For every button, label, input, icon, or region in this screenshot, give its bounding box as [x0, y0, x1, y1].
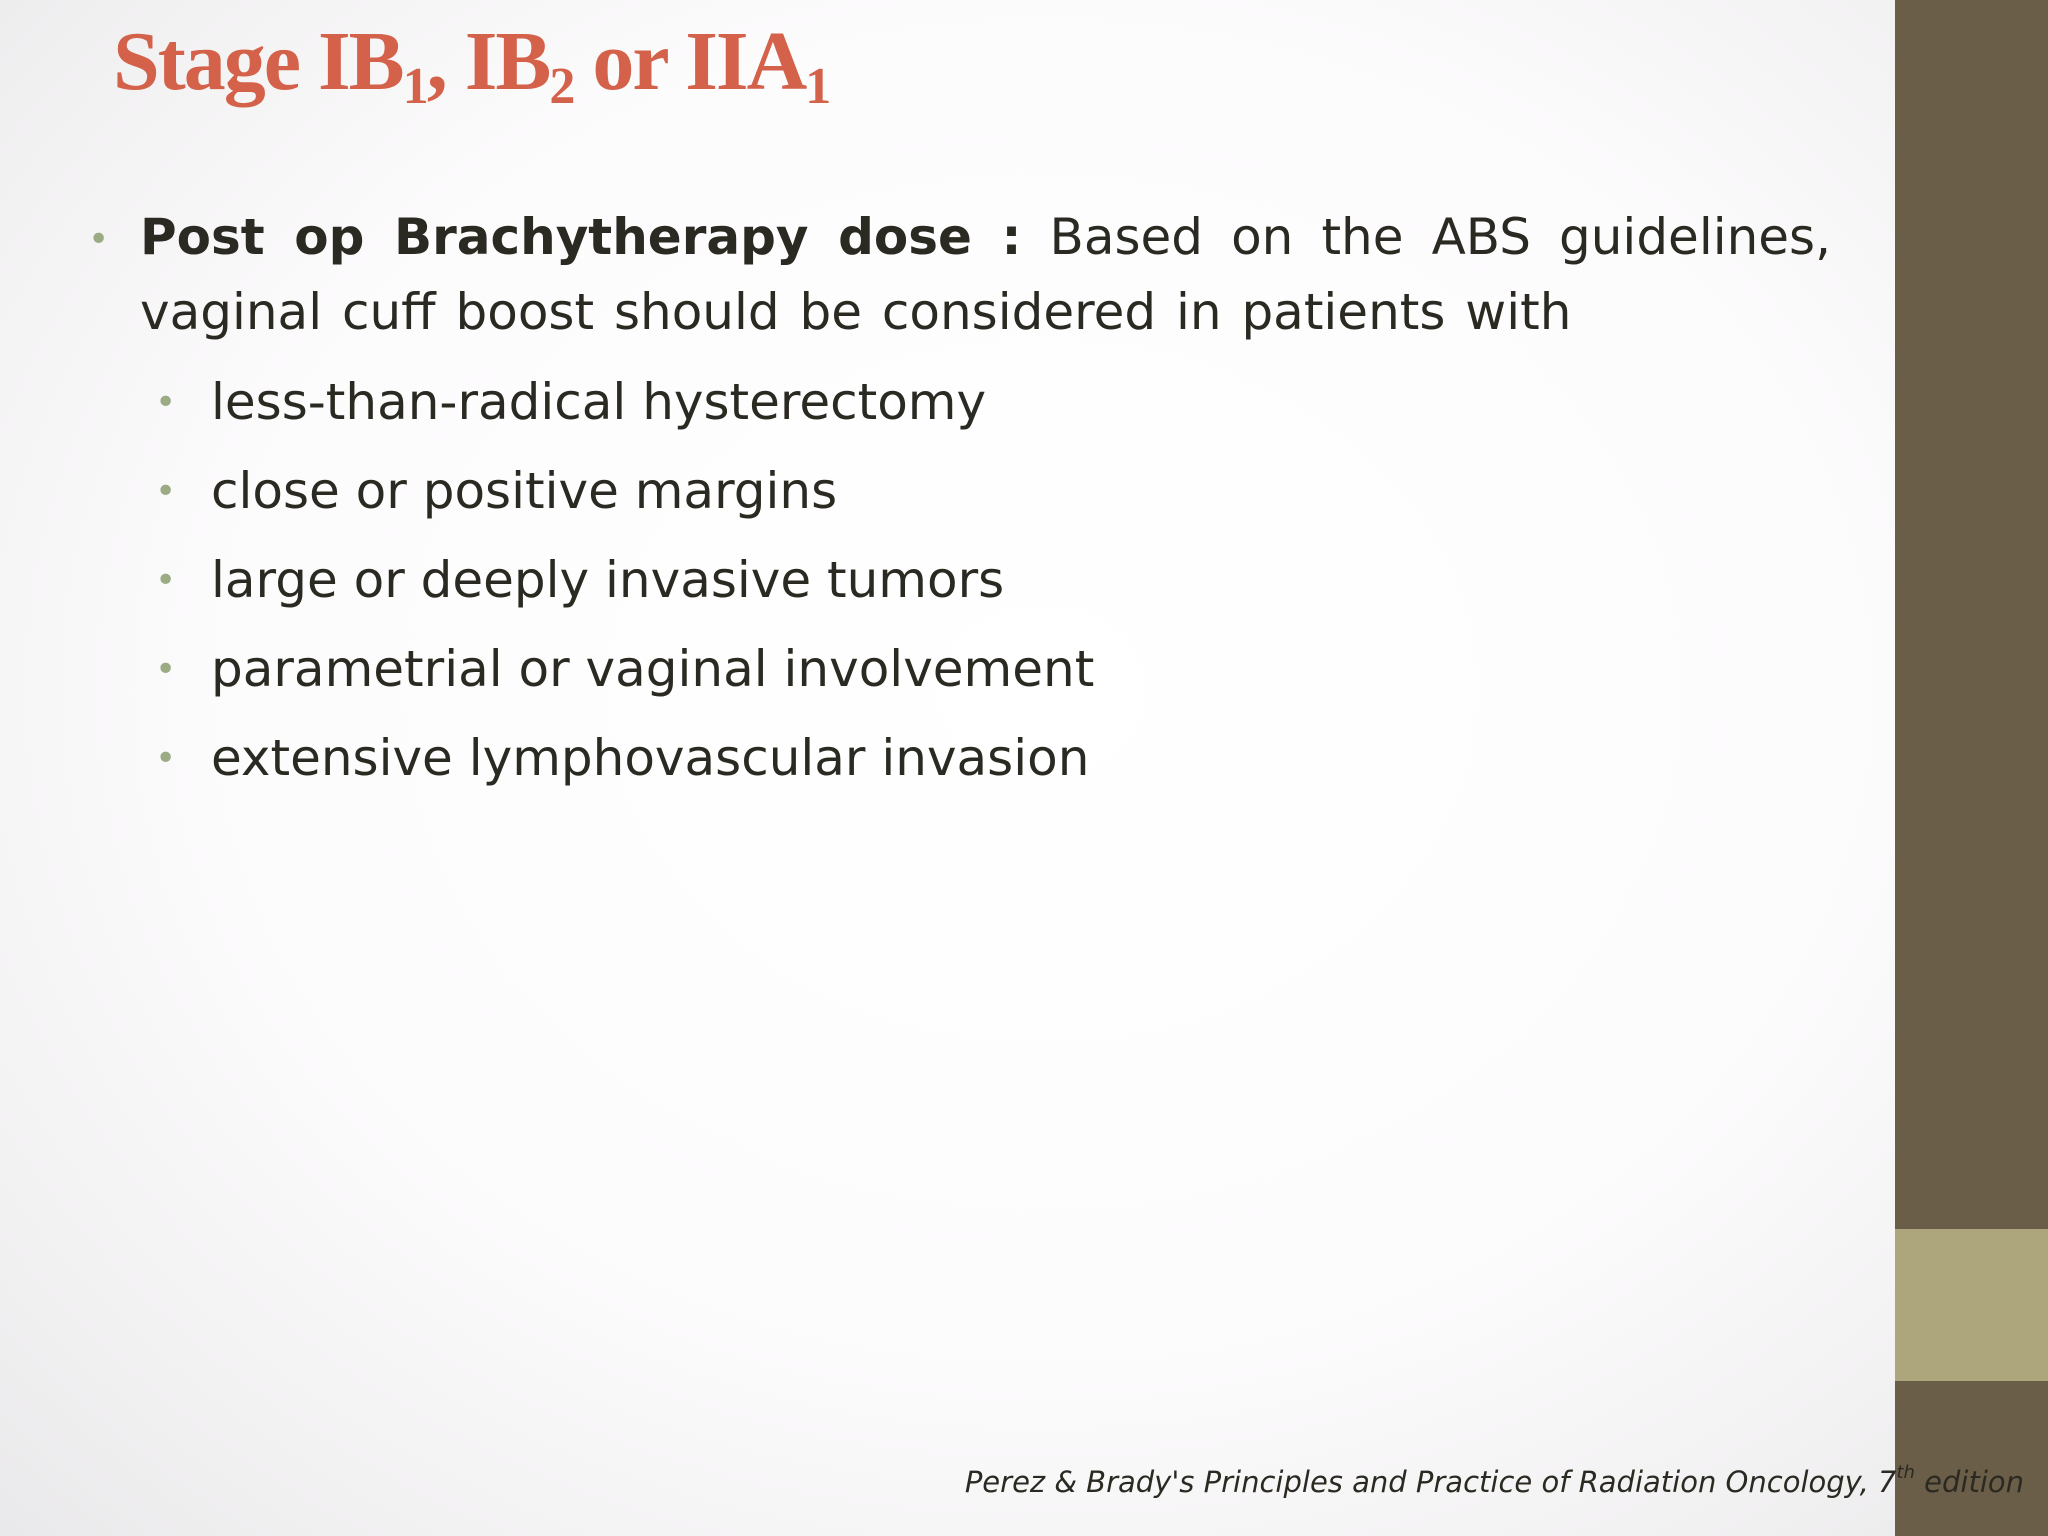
- main-point-heading: Post op Brachytherapy dose :: [140, 208, 1022, 266]
- sidebar-accent-block: [1895, 1229, 2048, 1381]
- bullet-icon: •: [155, 471, 177, 512]
- main-bullet-point: [88, 200, 1831, 350]
- citation-footnote: Perez & Brady's Principles and Practice of Radiation Oncology, 7th edition: [964, 1462, 2024, 1499]
- main-point-text: Based on the ABS guidelines, vaginal cuff boost should be considered in patients with: [140, 208, 1831, 341]
- bullet-icon: •: [155, 560, 177, 601]
- sub-bullet-item: • parametrial or vaginal involvement: [88, 625, 1831, 714]
- slide-title: Stage $IB_1$, $IB_2$ or $IIA_1$: [113, 15, 830, 115]
- bullet-icon: •: [155, 382, 177, 423]
- sub-bullet-item: • large or deeply invasive tumors: [88, 536, 1831, 625]
- sub-bullet-list: [88, 358, 1831, 803]
- decorative-sidebar: [1895, 0, 2048, 1536]
- bullet-icon: •: [155, 738, 177, 779]
- bullet-icon: •: [155, 649, 177, 690]
- bullet-icon: •: [88, 219, 110, 260]
- sub-bullet-item: • less-than-radical hysterectomy: [88, 358, 1831, 447]
- slide-content: [88, 200, 1831, 803]
- sub-bullet-item: • close or positive margins: [88, 447, 1831, 536]
- sub-bullet-item: • extensive lymphovascular invasion: [88, 714, 1831, 803]
